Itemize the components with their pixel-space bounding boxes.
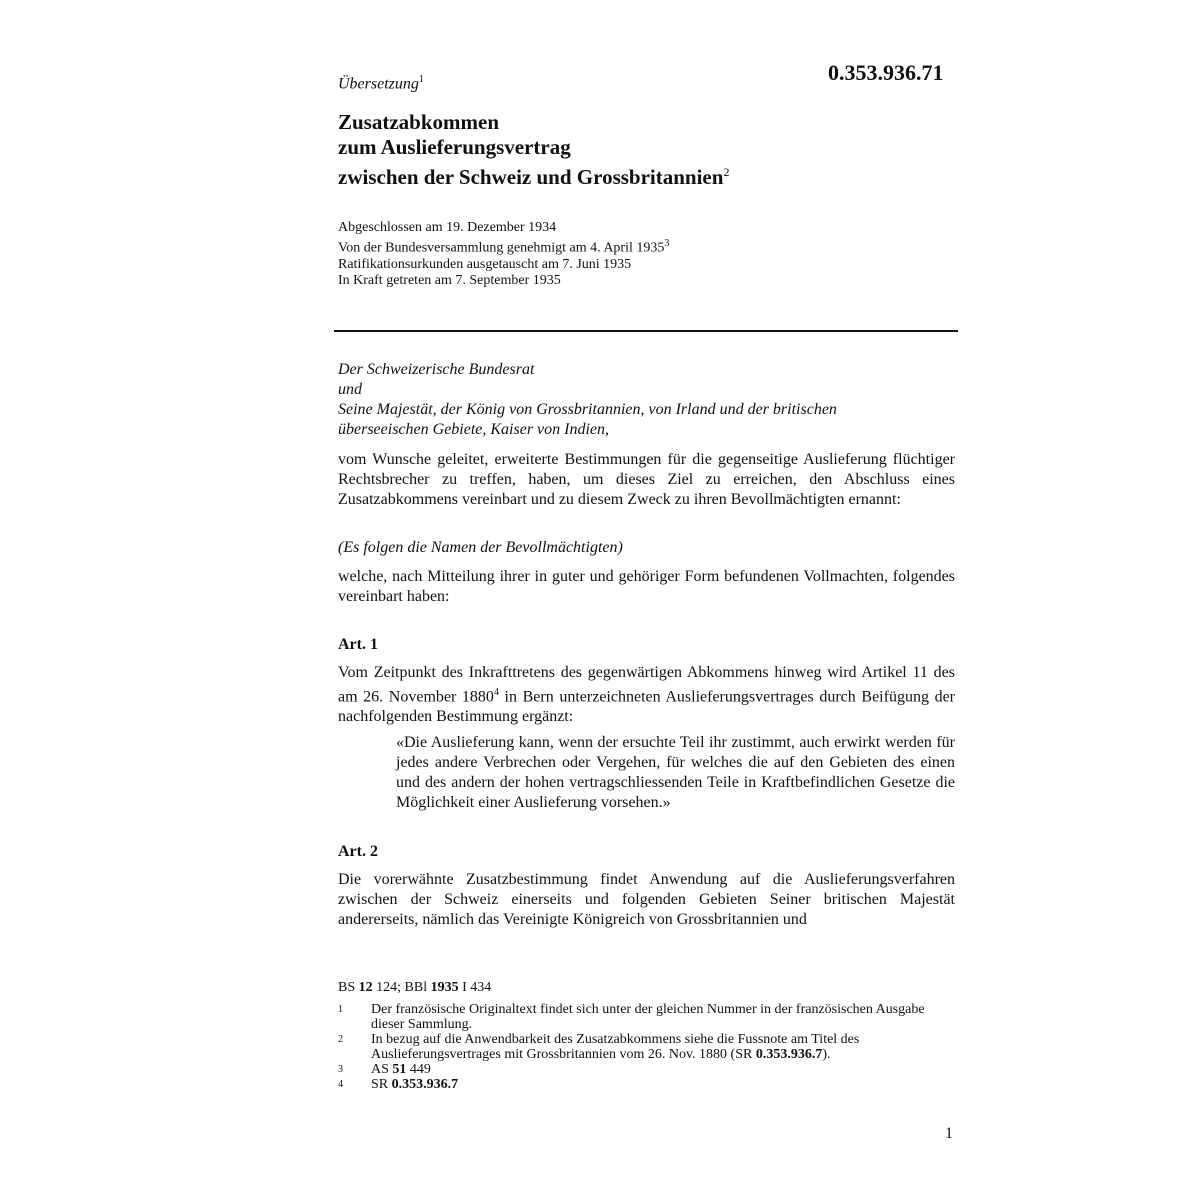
article-2-heading: Art. 2	[338, 843, 378, 860]
bs-volume: 12	[358, 980, 373, 995]
party-1: Der Schweizerische Bundesrat	[338, 361, 535, 378]
footnote-number: 4	[338, 1079, 343, 1090]
preamble-parties	[338, 360, 955, 440]
article-1-heading: Art. 1	[338, 636, 378, 653]
plenipotentiaries-note: (Es folgen die Namen der Bevollmächtigten)	[338, 539, 623, 556]
meta-ratified: Ratifikationsurkunden ausgetauscht am 7. Juni 1935	[338, 256, 632, 272]
footnote-text-after: 449	[406, 1062, 431, 1077]
article-2-text: Die vorerwähnte Zusatzbestimmung findet Anwendung auf die Auslieferungsverfahren zwischen der Schweiz einerseits und folgenden Gebieten Seiner britischen Majestät andererseits, nämlich das Vereinigte Königreich von Grossbritannien und	[338, 871, 955, 928]
footnote-text	[371, 1062, 958, 1077]
article-1-quote: «Die Auslieferung kann, wenn der ersuchte Teil ihr zustimmt, auch erwirkt werden für jedes andere Verbrechen oder Vergehen, für welches die auf den Gebieten des einen und des andern der hohen vertragschliessenden Teile in Kraftbefindlichen Gesetze die Möglichkeit einer Auslieferung vorsehen.»	[396, 734, 955, 811]
article-1-text-after: in Bern unterzeichneten Auslieferungsvertrages durch Beifügung der nachfolgenden Bestimmung ergänzt:	[338, 688, 956, 726]
footnote-number: 3	[338, 1064, 343, 1075]
footnote-3	[338, 1062, 958, 1077]
footnote-text-main: AS	[371, 1062, 393, 1077]
footnote-text-after: ).	[822, 1047, 831, 1062]
preamble-paragraph-2: welche, nach Mitteilung ihrer in guter und gehöriger Form befundenen Vollmachten, folgendes vereinbart haben:	[338, 568, 955, 605]
publication-references	[338, 980, 491, 996]
footnote-text: Der französische Originaltext findet sich unter der gleichen Nummer in der französischen Ausgabe dieser Sammlung.	[371, 1002, 925, 1032]
footnote-ref-2: 2	[723, 165, 730, 179]
party-2-line-2: überseeischen Gebiete, Kaiser von Indien,	[338, 421, 610, 438]
meta-approved-text: Von der Bundesversammlung genehmigt am 4. April 1935	[338, 240, 665, 256]
footnote-ref-1: 1	[418, 74, 424, 85]
bs-label: BS	[338, 980, 356, 995]
title-line-1: Zusatzabkommen	[338, 110, 500, 134]
footnote-sr-ref: 0.353.936.7	[755, 1047, 823, 1062]
meta-in-force: In Kraft getreten am 7. September 1935	[338, 272, 561, 288]
footnote-text-main: In bezug auf die Anwendbarkeit des Zusatzabkommens siehe die Fussnote am Titel des Auslieferungsvertrages mit Grossbritannien vom 26. Nov. 1880 (SR	[371, 1032, 860, 1062]
footnote-as-volume: 51	[392, 1062, 407, 1077]
footnote-text-main: SR	[371, 1077, 392, 1092]
sr-number: 0.353.936.71	[828, 60, 944, 85]
party-2-line-1: Seine Majestät, der König von Grossbritannien, von Irland und der britischen	[338, 401, 837, 418]
document-title	[338, 110, 729, 190]
translation-label	[338, 74, 424, 93]
meta-concluded: Abgeschlossen am 19. Dezember 1934	[338, 220, 557, 235]
article-1-text	[338, 663, 955, 727]
footnote-sr-ref: 0.353.936.7	[391, 1077, 459, 1092]
footnote-number: 2	[338, 1034, 343, 1045]
footnotes	[338, 1002, 958, 1092]
bbl-ref: I 434	[462, 980, 492, 995]
meta-approved	[338, 236, 669, 257]
bs-page: 124; BBl	[376, 980, 428, 995]
preamble-paragraph-1: vom Wunsche geleitet, erweiterte Bestimmungen für die gegenseitige Auslieferung flüchtiger Rechtsbrecher zu treffen, haben, um dieses Ziel zu erreichen, den Abschluss eines Zusatzabkommens vereinbart und zu diesem Zweck zu ihren Bevollmächtigten ernannt:	[338, 451, 955, 508]
translation-text: Übersetzung	[338, 75, 419, 93]
footnote-1	[338, 1002, 958, 1032]
page-number: 1	[945, 1125, 953, 1142]
footnote-text	[371, 1077, 958, 1092]
footnote-4	[338, 1077, 958, 1092]
footnote-text	[371, 1032, 958, 1062]
document-metadata	[338, 220, 669, 289]
article-1-text-before: Vom Zeitpunkt des Inkrafttretens des gegenwärtigen Abkommens hinweg wird Artikel 11 des am 26. November 1880	[338, 664, 955, 706]
title-line-3	[338, 160, 729, 190]
bbl-year: 1935	[430, 980, 459, 995]
horizontal-rule	[334, 330, 958, 332]
footnote-2	[338, 1032, 958, 1062]
title-line-2: zum Auslieferungsvertrag	[338, 135, 571, 159]
footnote-number: 1	[338, 1004, 343, 1015]
party-and: und	[338, 381, 362, 398]
title-line-3-text: zwischen der Schweiz und Grossbritannien	[338, 165, 724, 189]
footnote-ref-4: 4	[493, 687, 499, 698]
footnote-ref-3: 3	[664, 238, 670, 249]
